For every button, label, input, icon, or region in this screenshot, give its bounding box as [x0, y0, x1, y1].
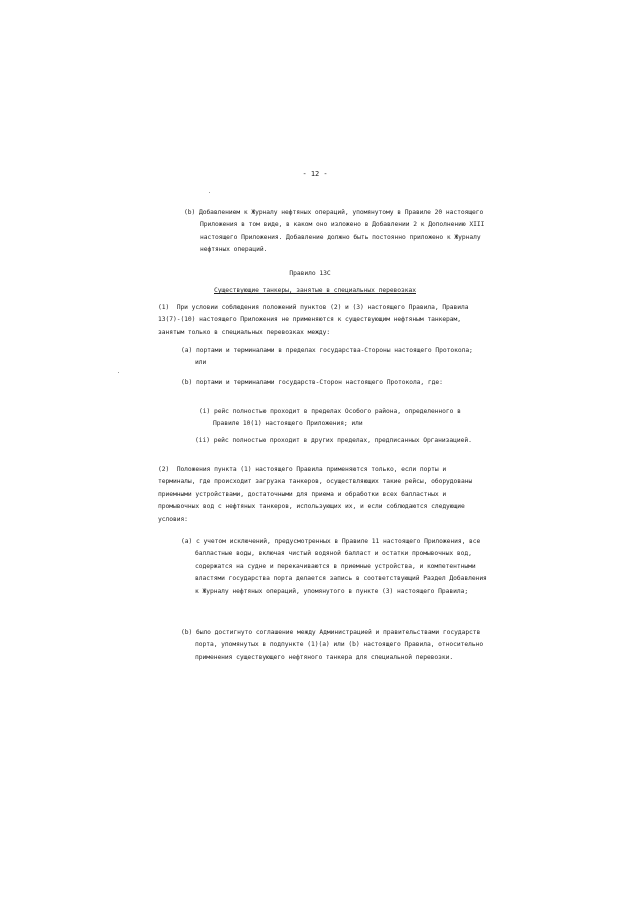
paragraph-2-item-b: (b) было достигнуто соглашение между Администрацией и правительствами государств порта, упомянутых в подпункте (1)(a) или (b) настоящего Правила, относительно применения существующего нефтяного танкера для специальной перевозки. — [181, 629, 487, 661]
scan-speck — [118, 372, 119, 373]
paragraph-1-item-b: (b) портами и терминалами государств-Сторон настоящего Протокола, где: — [181, 379, 443, 386]
paragraph-1-item-a: (a) портами и терминалами в пределах государства-Стороны настоящего Протокола; или — [181, 347, 477, 367]
paragraph-2: (2) Положения пункта (1) настоящего Правила применяются только, если порты и терминалы, где происходит загрузка танкеров, осуществляющих такие рейсы, оборудованы приемными устройствами, достаточными для приема и обработки всех балластных и промывочных вод с нефтяных танкеров, использующих их, и если соблюдаются следующие условия: — [158, 466, 476, 523]
paragraph-1-item-b-ii: (ii) рейс полностью проходит в других пределах, предписанных Организацией. — [195, 437, 472, 444]
paragraph-1: (1) При условии соблюдения положений пунктов (2) и (3) настоящего Правила, Правила 13(7)-(10) настоящего Приложения не применяются к существующим нефтяным танкерам, занятым только в специальных перевозках между: — [158, 304, 473, 336]
paragraph-1-item-b-i: (i) рейс полностью проходит в пределах Особого района, определенного в Правиле 10(1) настоящего Приложения; или — [199, 408, 465, 428]
rule-title: Правило 13С — [289, 270, 331, 277]
scan-speck — [209, 192, 210, 193]
item-b-top: (b) Добавлением к Журналу нефтяных операций, упомянутому в Правиле 20 настоящего Приложения в том виде, в каком оно изложено в Добавлении 2 к Дополнению XIII настоящего Приложения. Добавление должно быть постоянно приложено к Журналу нефтяных операций. — [184, 209, 489, 254]
page-number: - 12 - — [302, 170, 328, 178]
rule-subtitle: Существующие танкеры, занятые в специальных перевозках — [213, 287, 417, 294]
paragraph-2-item-a: (a) с учетом исключений, предусмотренных в Правиле 11 настоящего Приложения, все балластные воды, включая чистый водяной балласт и остатки промывочных вод, содержатся на судне и перекачиваются в приемные устройства, и компетентными властями государства порта делается запись в соответствующий Раздел Добавления к Журналу нефтяных операций, упомянутого в пункте (3) настоящего Правила; — [181, 538, 491, 595]
